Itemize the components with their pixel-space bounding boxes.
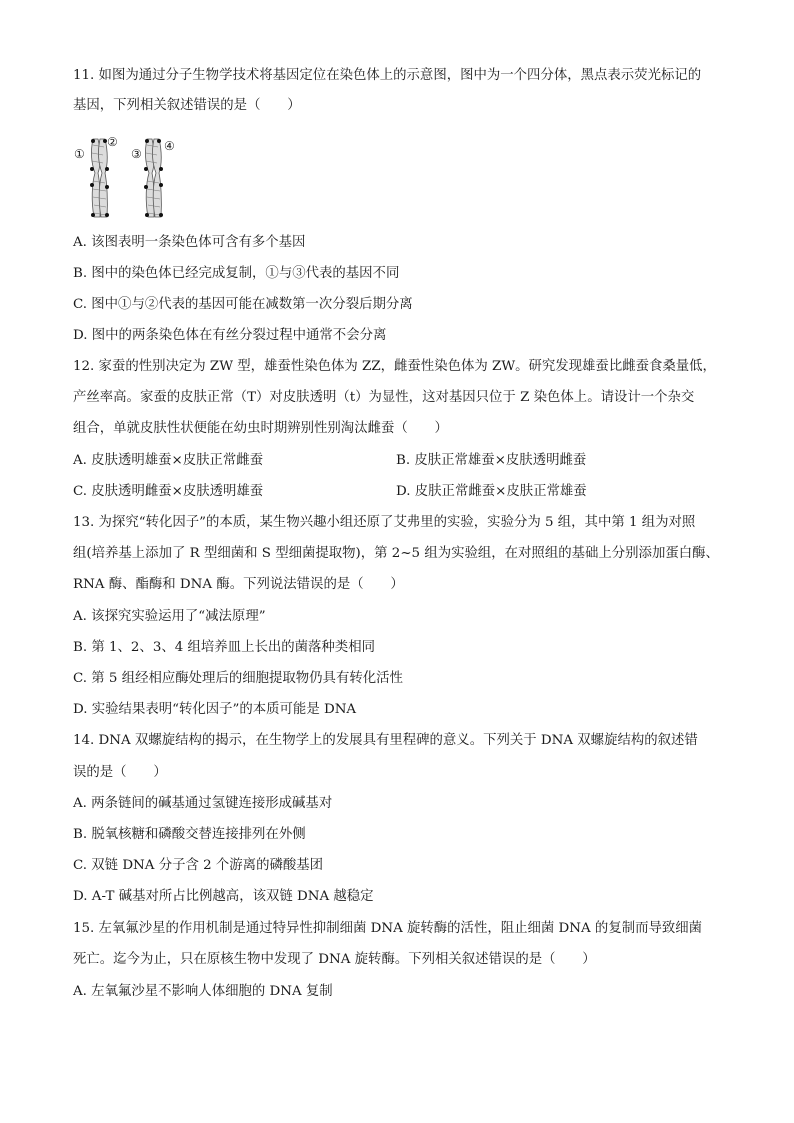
q11-option-c: C. 图中①与②代表的基因可能在减数第一次分裂后期分离: [73, 297, 413, 312]
q14-option-c: C. 双链 DNA 分子含 2 个游离的磷酸基团: [73, 858, 324, 873]
q12-option-a: A. 皮肤透明雄蚕×皮肤正常雌蚕: [73, 453, 264, 468]
q13-option-d: D. 实验结果表明“转化因子”的本质可能是 DNA: [73, 702, 357, 717]
q12-option-d: D. 皮肤正常雌蚕×皮肤正常雄蚕: [396, 484, 587, 499]
chromosome-drawing: [74, 133, 186, 225]
q13-stem-line1: 13. 为探究“转化因子”的本质，某生物兴趣小组还原了艾弗里的实验，实验分为 5 组，其中第 1 组为对照: [73, 515, 696, 530]
q12-stem-line3: 组合，单就皮肤性状便能在幼虫时期辨别性别淘汰雌蚕（ ）: [73, 421, 448, 436]
figure-label-2: ②: [107, 135, 118, 149]
q15-stem-line1: 15. 左氧氟沙星的作用机制是通过特异性抑制细菌 DNA 旋转酶的活性，阻止细菌 DNA 的复制而导致细菌: [73, 921, 703, 936]
q11-option-d: D. 图中的两条染色体在有丝分裂过程中通常不会分离: [73, 328, 387, 343]
figure-label-3: ③: [131, 147, 142, 161]
q13-option-b: B. 第 1、2、3、4 组培养皿上长出的菌落种类相同: [73, 640, 375, 655]
figure-label-4: ④: [164, 139, 175, 153]
q12-option-c: C. 皮肤透明雌蚕×皮肤透明雄蚕: [73, 484, 264, 499]
figure-label-1: ①: [74, 147, 85, 161]
q14-stem-line1: 14. DNA 双螺旋结构的揭示，在生物学上的发展具有里程碑的意义。下列关于 DNA 双螺旋结构的叙述错: [73, 733, 698, 748]
q12-stem-line2: 产丝率高。家蚕的皮肤正常（T）对皮肤透明（t）为显性，这对基因只位于 Z 染色体上。请设计一个杂交: [73, 390, 695, 405]
q12-option-b: B. 皮肤正常雄蚕×皮肤透明雌蚕: [396, 453, 587, 468]
q15-stem-line2: 死亡。迄今为止，只在原核生物中发现了 DNA 旋转酶。下列相关叙述错误的是（ ）: [73, 952, 596, 967]
q14-option-b: B. 脱氧核糖和磷酸交替连接排列在外侧: [73, 827, 306, 842]
chromosome-tetrad-figure: [74, 133, 186, 225]
q15-option-a: A. 左氧氟沙星不影响人体细胞的 DNA 复制: [73, 984, 333, 999]
q11-option-a: A. 该图表明一条染色体可含有多个基因: [73, 235, 306, 250]
q11-option-b: B. 图中的染色体已经完成复制，①与③代表的基因不同: [73, 266, 400, 281]
q11-stem-line2: 基因，下列相关叙述错误的是（ ）: [73, 98, 301, 113]
q12-stem-line1: 12. 家蚕的性别决定为 ZW 型，雄蚕性染色体为 ZZ，雌蚕性染色体为 ZW。研究发现雄蚕比雌蚕食桑量低，: [73, 359, 716, 374]
q14-option-a: A. 两条链间的碱基通过氢键连接形成碱基对: [73, 796, 333, 811]
q13-stem-line2: 组(培养基上添加了 R 型细菌和 S 型细菌提取物)，第 2~5 组为实验组，在对照组的基础上分别添加蛋白酶、: [73, 546, 719, 561]
q13-option-c: C. 第 5 组经相应酶处理后的细胞提取物仍具有转化活性: [73, 671, 403, 686]
q14-stem-line2: 误的是（ ）: [73, 765, 167, 780]
q13-stem-line3: RNA 酶、酯酶和 DNA 酶。下列说法错误的是（ ）: [73, 577, 404, 592]
q11-stem-line1: 11. 如图为通过分子生物学技术将基因定位在染色体上的示意图，图中为一个四分体，黑点表示荧光标记的: [73, 68, 702, 83]
q13-option-a: A. 该探究实验运用了“减法原理”: [73, 609, 266, 624]
q14-option-d: D. A-T 碱基对所占比例越高，该双链 DNA 越稳定: [73, 889, 374, 904]
